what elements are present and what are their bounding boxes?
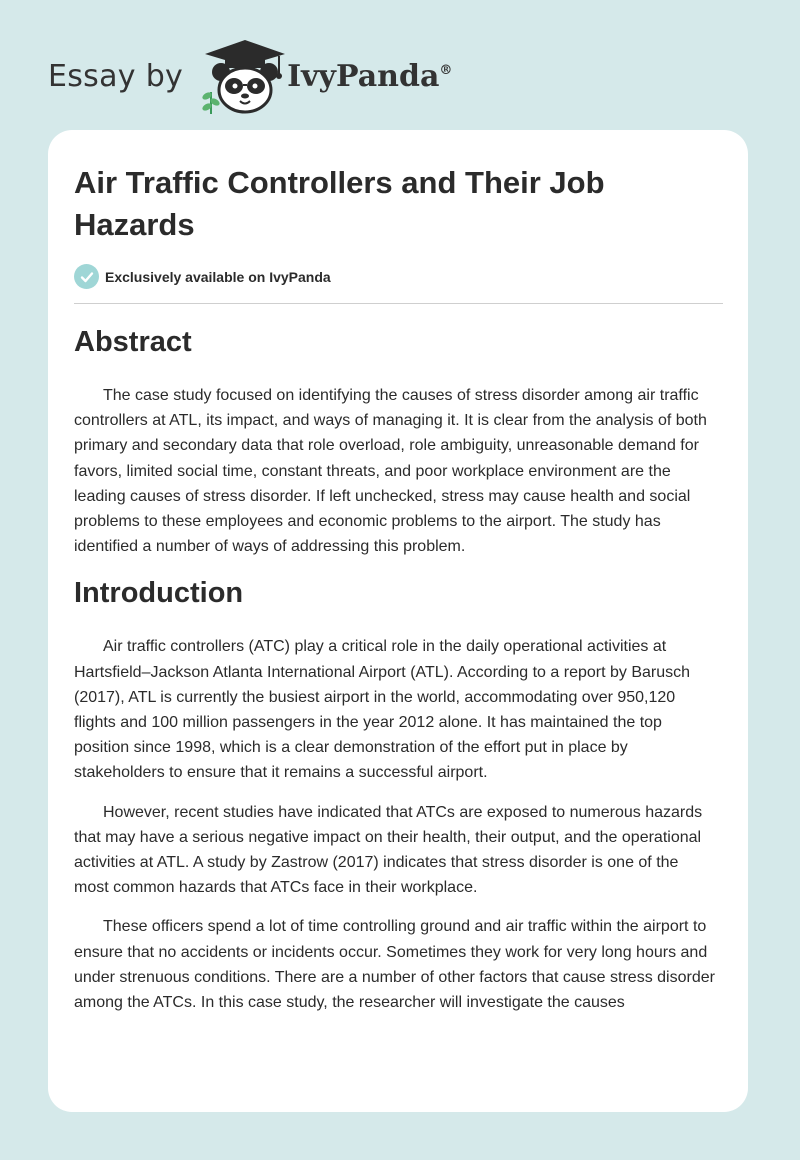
section-heading: Introduction: [74, 577, 244, 610]
section-heading: Abstract: [74, 326, 192, 358]
section-introduction: [74, 573, 716, 1015]
check-icon: [74, 264, 99, 289]
page-title: Air Traffic Controllers and Their Job Hazards: [74, 165, 605, 242]
exclusive-badge: [74, 264, 331, 289]
registered-mark: ®: [439, 62, 453, 78]
article-body: [74, 322, 716, 1029]
paragraph: Air traffic controllers (ATC) play a critical role in the daily operational activities at Hartsfield–Jackson Atlanta International Airport (ATL). According to a report by Barusch (2017), ATL is currently the busiest airport in the world, accommodating over 950,120 flights and 100 million passengers in the year 2012 alone. It has maintained the top position since 1998, which is a clear demonstration of the effort put in place by stakeholders to ensure that it remains a successful airport.: [74, 638, 691, 782]
article-card: [48, 130, 748, 1112]
site-header: [48, 36, 452, 116]
section-abstract: [74, 322, 716, 559]
paragraph: The case study focused on identifying the causes of stress disorder among air traffic controllers at ATL, its impact, and ways of managing it. It is clear from the analysis of both primary and secondary data that role overload, role ambiguity, unreasonable demand for favors, limited social time, constant threats, and poor workplace environment are the leading causes of stress disorder. If left unchecked, stress may cause health and social problems to these employees and economic problems to the airport. The study has identified a number of ways of addressing this problem.: [74, 387, 707, 556]
essay-by-label: Essay by: [48, 58, 184, 94]
paragraph: However, recent studies have indicated that ATCs are exposed to numerous hazards that may have a serious negative impact on their health, their output, and the operational activities at ATL. A study by Zastrow (2017) indicates that stress disorder is one of the most common hazards that ATCs face in their workplace.: [74, 803, 703, 897]
brand-text: IvyPanda: [287, 58, 440, 94]
panda-logo-icon[interactable]: [197, 36, 293, 116]
paragraph: These officers spend a lot of time controlling ground and air traffic within the airport to ensure that no accidents or incidents occur. Sometimes they work for very long hours and under strenuous conditions. There are a number of other factors that cause stress disorder among the ATCs. In this case study, the researcher will investigate the causes: [74, 918, 715, 1012]
badge-label: Exclusively available on IvyPanda: [105, 268, 331, 285]
divider: [74, 303, 723, 304]
brand-name[interactable]: [287, 59, 452, 94]
